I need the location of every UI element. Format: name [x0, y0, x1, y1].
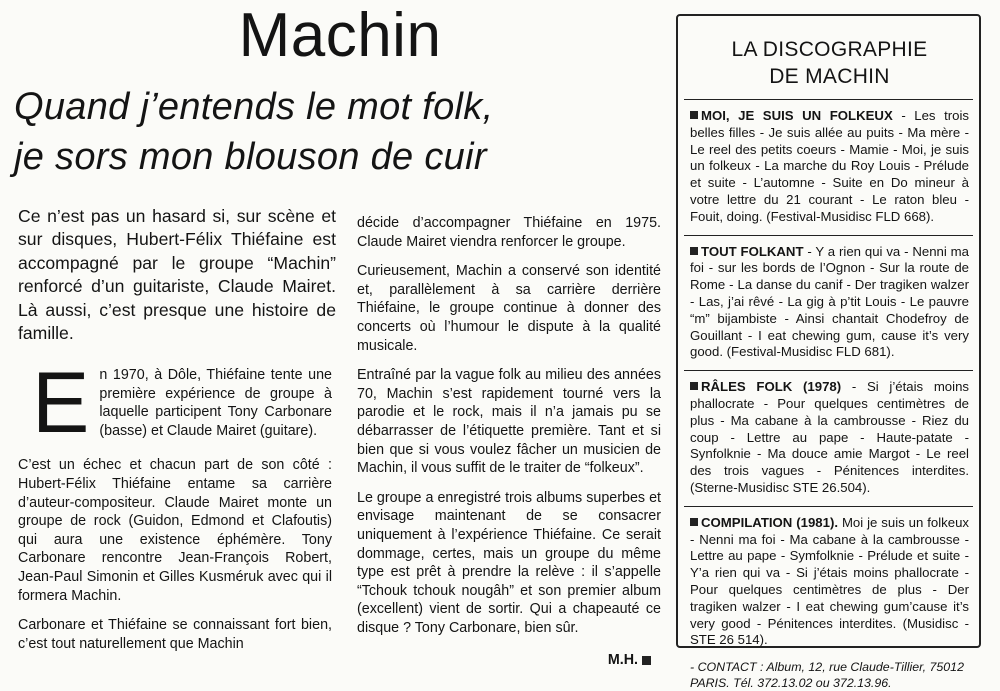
album-name: RÂLES FOLK (1978): [701, 379, 842, 395]
paragraph-1: n 1970, à Dôle, Thiéfaine tente une première expérience de groupe à laquelle participent Tony Carbonare (basse) et Claude Mairet (guitare).: [99, 367, 332, 439]
album-entry: [690, 515, 969, 649]
article-intro: Ce n’est pas un hasard si, sur scène et sur disques, Hubert-Félix Thiéfaine est accompagné par le groupe “Machin” renforcé d’un guitariste, Claude Mairet. Là aussi, c’est presque une histoire de famille.: [18, 206, 336, 344]
paragraph-3: Carbonare et Thiéfaine se connaissant fort bien, c’est tout naturellement que Machin: [18, 617, 332, 652]
album-tracks: - Si j’étais moins phallocrate - Pour quelques centimètres de plus - Ma cabane à la cambrousse - Riez du coup - Lettre au pape - Haute-patate - Synfolknie - Ma douce amie Margot - Le reel des trois vagues - Pénitences interdites. (Sterne-Musidisc STE 26.504).: [690, 379, 969, 495]
album-tracks: - Y a rien qui va - Nenni ma foi - sur les bords de l’Ognon - Sur la route de Rome - La danse du canif - Der tragiken walzer - Las, j’ai rêvé - La gig à p’tit Louis - Le pauvre “m” bijambiste - Ainsi chantait Chodefroy de Gouillant - I eat chewing gum, cause it’s very good. (Festival-Musidisc FLD 681).: [690, 243, 969, 360]
bullet-square-icon: [690, 247, 698, 255]
author-signature: M.H.: [357, 651, 661, 670]
divider: [684, 370, 973, 371]
divider: [684, 506, 973, 507]
album-entry: [690, 244, 969, 362]
paragraph-2: C’est un échec et chacun part de son côté : Hubert-Félix Thiéfaine entame sa carrière d’auteur-compositeur. Claude Mairet monte un groupe de rock (Guidon, Edmond et Clafoutis) qui aura une existence éphémère. Tony Carbonare rencontre Jean-François Robert, Jean-Paul Simonin et Gilles Kusméruk avec qui il formera Machin.: [18, 457, 332, 604]
dropcap-letter: E: [32, 355, 90, 451]
dropcap-paragraph: [18, 355, 332, 451]
discography-title-line-1: LA DISCOGRAPHIE: [731, 38, 928, 61]
album-name: TOUT FOLKANT: [701, 243, 804, 259]
album-entry: [690, 108, 969, 226]
paragraph-5: Curieusement, Machin a conservé son identité et, parallèlement à sa carrière derrière Thiéfaine, le groupe continue à donner des concerts où l’humour le dispute à la qualité musicale.: [357, 263, 661, 354]
subtitle-line-1: Quand j’entends le mot folk,: [14, 86, 494, 128]
album-tracks: Moi je suis un folkeux - Nenni ma foi - Ma cabane à la cambrousse - Lettre au pape - Symfolknie - Prélude et suite - Y’a rien qui va - Si j’étais moins phallocrate - Pour quelques centimètres de plus - Der tragiken walzer - I eat chewing gum’cause it’s very good - Pénitences interdites. (Musidisc - STE 26 514).: [690, 514, 969, 648]
discography-title: [690, 36, 969, 90]
paragraph-4: décide d’accompagner Thiéfaine en 1975. Claude Mairet viendra renforcer le groupe.: [357, 215, 661, 250]
article-column-middle: [357, 214, 661, 670]
article-column-left: [18, 355, 332, 664]
paragraph-6: Entraîné par la vague folk au milieu des années 70, Machin s’est rapidement tourné vers la parodie et le rock, mais il n’a jamais pu se débarrasser de l’étiquette première. Tant et si bien que si vous voulez fâcher un musicien de Machin, il vous suffit de le traiter de “folkeux”.: [357, 367, 661, 477]
album-name: MOI, JE SUIS UN FOLKEUX: [701, 108, 893, 123]
album-entry: [690, 379, 969, 497]
paragraph-7: Le groupe a enregistré trois albums superbes et envisage maintenant de se consacrer uniquement à l’expérience Thiéfaine. Ce serait dommage, certes, mais un groupe du même type est prêt à prendre la relève : il s’appelle “Tchouk tchouk nougâh” et son premier album (excellent) vient de sortir. Qui a chapeauté ce disque ? Tony Carbonare, bien sûr.: [357, 489, 661, 636]
bullet-square-icon: [690, 111, 698, 119]
bullet-square-icon: [690, 518, 698, 526]
divider: [684, 99, 973, 100]
bullet-square-icon: [690, 382, 698, 390]
divider: [684, 235, 973, 236]
discography-title-line-2: DE MACHIN: [769, 65, 890, 88]
discography-box: [676, 14, 981, 691]
contact-info: - CONTACT : Album, 12, rue Claude-Tillier, 75012 PARIS. Tél. 372.13.02 ou 372.13.96.: [690, 660, 964, 691]
album-tracks: - Les trois belles filles - Je suis allée au puits - Ma mère - Le reel des petits coeurs - Mamie - Moi, je suis un folkeux - La marche du Roy Louis - Prélude et suite - L’automne - Suite en Do mineur à votre lettre du 21 courant - Le raton bleu - Fouit, doing. (Festival-Musidisc FLD 668).: [690, 108, 969, 224]
article-title: Machin: [238, 1, 442, 70]
article-subtitle: [14, 82, 674, 182]
album-name: COMPILATION (1981).: [701, 514, 839, 530]
subtitle-line-2: je sors mon blouson de cuir: [14, 136, 487, 178]
